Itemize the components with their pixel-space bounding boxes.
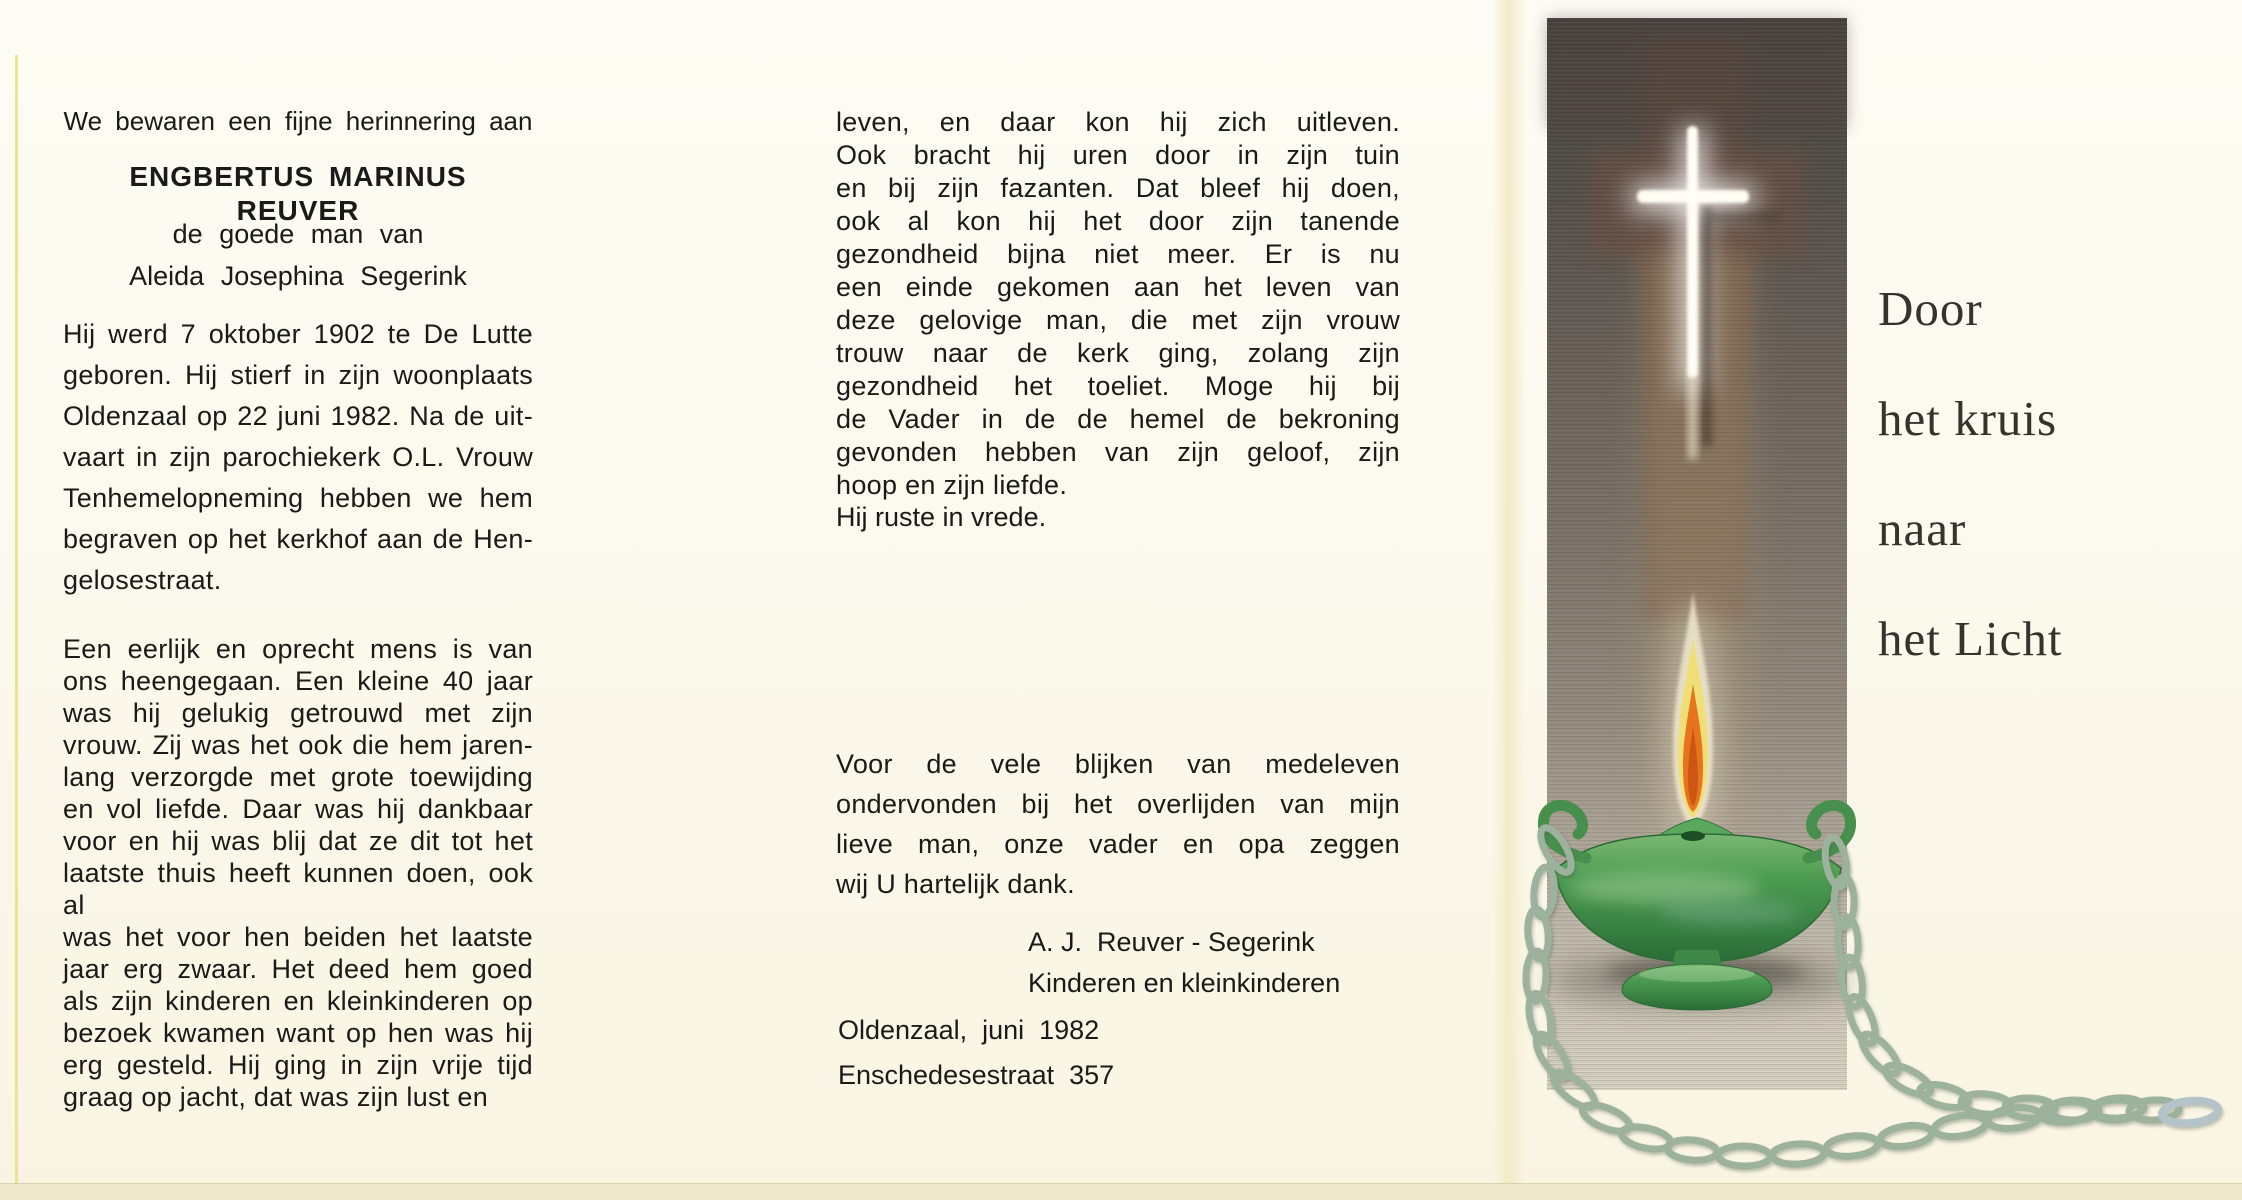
text-line: een einde gekomen aan het leven van <box>836 272 1400 302</box>
biography-paragraph <box>63 314 533 601</box>
text-line: naar <box>1878 501 1967 556</box>
text-line: het Licht <box>1878 611 2063 666</box>
text-line: Door <box>1878 281 1983 336</box>
text-line: lieve man, onze vader en opa zeggen <box>836 829 1400 859</box>
motto-text <box>1878 280 2208 720</box>
relation-line: de goede man van <box>172 219 424 249</box>
signature-family: Kinderen en kleinkinderen <box>1028 968 1341 998</box>
text-line: laatste thuis heeft kunnen doen, ook al <box>63 858 533 920</box>
text-line: en vol liefde. Daar was hij dankbaar <box>63 794 533 824</box>
text-line: gezondheid bijna niet meer. Er is nu <box>836 239 1400 269</box>
memorial-paragraph-continued <box>836 106 1400 502</box>
deceased-name: ENGBERTUS MARINUS REUVER <box>129 161 467 226</box>
chain-end-link <box>2161 1099 2219 1126</box>
rest-in-peace-line: Hij ruste in vrede. <box>836 502 1047 532</box>
scan-edge-line <box>15 55 18 1185</box>
text-line: het kruis <box>1878 391 2058 446</box>
wick-hole <box>1681 831 1705 841</box>
text-line: geboren. Hij stierf in zijn woonplaats <box>63 360 533 390</box>
text-line: graag op jacht, dat was zijn lust en <box>63 1082 489 1112</box>
text-line: ons heengegaan. Een kleine 40 jaar <box>63 666 533 696</box>
text-line: Ook bracht hij uren door in zijn tuin <box>836 140 1400 170</box>
text-line: erg gesteld. Hij ging in zijn vrije tijd <box>63 1050 533 1080</box>
text-line: gezondheid het toeliet. Moge hij bij <box>836 371 1400 401</box>
text-line: als zijn kinderen en kleinkinderen op <box>63 986 533 1016</box>
text-line: ondervonden bij het overlijden van mijn <box>836 789 1400 819</box>
thanks-paragraph <box>836 744 1400 904</box>
text-line: lang verzorgde met grote toewijding <box>63 762 533 792</box>
text-line: vrouw. Zij was het ook die hem jaren- <box>63 730 533 760</box>
text-line: vaart in zijn parochiekerk O.L. Vrouw <box>63 442 533 472</box>
text-line: en bij zijn fazanten. Dat bleef hij doen, <box>836 173 1400 203</box>
text-line: leven, en daar kon hij zich uitleven. <box>836 107 1400 137</box>
text-line: voor en hij was blij dat ze dit tot het <box>63 826 533 856</box>
place-date-line: Oldenzaal, juni 1982 <box>838 1015 1100 1045</box>
text-line: trouw naar de kerk ging, zolang zijn <box>836 338 1400 368</box>
text-line: was het voor hen beiden het laatste <box>63 922 533 952</box>
signature-name: A. J. Reuver - Segerink <box>1028 927 1315 957</box>
text-line: ook al kon hij het door zijn tanende <box>836 206 1400 236</box>
text-line: gevonden hebben van zijn geloof, zijn <box>836 437 1400 467</box>
text-line: wij U hartelijk dank. <box>836 869 1075 899</box>
text-line: was hij gelukig getrouwd met zijn <box>63 698 533 728</box>
address-line: Enschedesestraat 357 <box>838 1060 1115 1090</box>
text-line: hoop en zijn liefde. <box>836 470 1068 500</box>
text-line: Oldenzaal op 22 juni 1982. Na de uit- <box>63 401 533 431</box>
spouse-name: Aleida Josephina Segerink <box>129 261 467 291</box>
text-line: bezoek kwamen want op hen was hij <box>63 1018 533 1048</box>
text-line: jaar erg zwaar. Het deed hem goed <box>63 954 533 984</box>
text-line: Voor de vele blijken van medeleven <box>836 749 1400 779</box>
text-line: Hij werd 7 oktober 1902 te De Lutte <box>63 319 533 349</box>
text-line: begraven op het kerkhof aan de Hen- <box>63 524 533 554</box>
text-line: de Vader in de de hemel de bekroning <box>836 404 1400 434</box>
scan-bottom-strip <box>0 1183 2242 1200</box>
memorial-paragraph <box>63 633 533 1113</box>
text-line: deze gelovige man, die met zijn vrouw <box>836 305 1400 335</box>
intro-line: We bewaren een fijne herinnering aan <box>63 106 533 136</box>
text-line: Een eerlijk en oprecht mens is van <box>63 634 533 664</box>
text-line: Tenhemelopneming hebben we hem <box>63 483 533 513</box>
text-line: gelosestraat. <box>63 565 222 595</box>
